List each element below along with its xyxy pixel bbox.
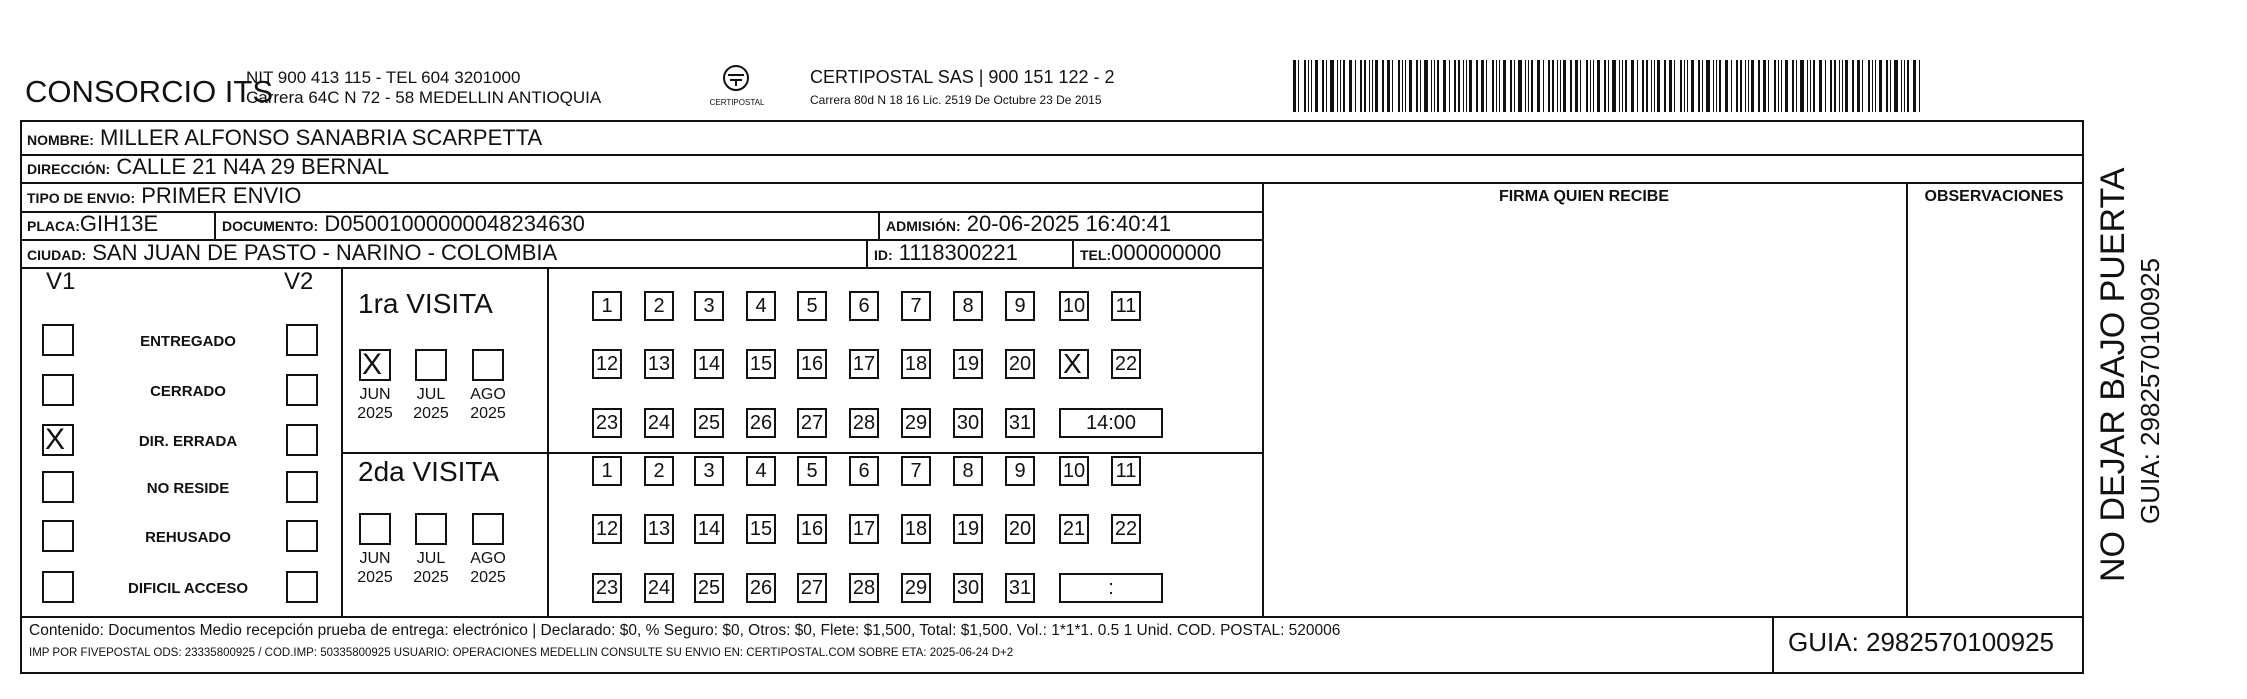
company-name: CONSORCIO ITS: [25, 74, 274, 109]
visit2-day-box[interactable]: 17: [849, 514, 879, 544]
v1-checkbox[interactable]: [42, 324, 74, 356]
visit1-day-box[interactable]: 24: [644, 408, 674, 438]
visit1-month-label: JUN: [359, 386, 391, 403]
status-label: DIR. ERRADA: [138, 433, 238, 450]
status-label: DIFICIL ACCESO: [127, 580, 248, 597]
id-label: ID:: [874, 247, 893, 263]
visit2-day-box[interactable]: 14: [694, 514, 724, 544]
visit2-day-box[interactable]: 22: [1111, 514, 1141, 544]
visit1-month-checkbox[interactable]: [415, 349, 447, 381]
visit2-title: 2da VISITA: [358, 456, 500, 487]
visit1-day-box[interactable]: 12: [592, 349, 622, 379]
visit2-day-box[interactable]: 29: [901, 573, 931, 603]
visit1-day-box[interactable]: 15: [746, 349, 776, 379]
visit1-day-box[interactable]: 7: [901, 291, 931, 321]
visit2-day-box[interactable]: 12: [592, 514, 622, 544]
visit1-month-checkbox[interactable]: [359, 349, 391, 381]
logo-label: CERTIPOSTAL: [709, 98, 765, 107]
status-label: ENTREGADO: [140, 333, 236, 350]
visit1-day-box[interactable]: 17: [849, 349, 879, 379]
visit2-day-box[interactable]: 19: [953, 514, 983, 544]
direccion-field: [27, 154, 389, 180]
v2-checkbox[interactable]: [286, 520, 318, 552]
status-label: NO RESIDE: [146, 480, 230, 497]
visit1-month-checkbox[interactable]: [472, 349, 504, 381]
visit1-month-label: JUL: [416, 386, 446, 403]
visit1-day-box[interactable]: 29: [901, 408, 931, 438]
visit2-day-box[interactable]: 30: [953, 573, 983, 603]
visit2-day-box[interactable]: 11: [1111, 456, 1141, 486]
v2-header: V2: [284, 268, 314, 295]
v1-checkbox[interactable]: [42, 424, 74, 456]
visit1-day-box[interactable]: [1059, 349, 1089, 379]
visit2-month-checkbox[interactable]: [472, 513, 504, 545]
visit1-month-label: AGO: [470, 386, 506, 403]
visit2-day-box[interactable]: 13: [644, 514, 674, 544]
visit2-day-box[interactable]: 1: [592, 456, 622, 486]
visit1-day-box[interactable]: 4: [746, 291, 776, 321]
v2-checkbox[interactable]: [286, 571, 318, 603]
visit2-month-label: JUN: [359, 550, 391, 567]
v1-checkbox[interactable]: [42, 471, 74, 503]
visit2-day-box[interactable]: 5: [797, 456, 827, 486]
visit2-month-checkbox[interactable]: [415, 513, 447, 545]
side-guia: GUIA: 2982570100925: [2135, 258, 2165, 524]
delivery-form: [20, 120, 2084, 674]
v2-checkbox[interactable]: [286, 374, 318, 406]
nombre-label: NOMBRE:: [27, 132, 94, 148]
company-nit: NIT 900 413 115 - TEL 604 3201000: [246, 68, 521, 87]
visit1-day-box[interactable]: 13: [644, 349, 674, 379]
visit1-day-box[interactable]: 18: [901, 349, 931, 379]
documento-field: [222, 211, 585, 237]
documento-value: D05001000000048234630: [324, 211, 585, 236]
visit2-month-label: JUL: [416, 550, 446, 567]
tipo-envio-field: [27, 183, 301, 209]
nombre-value: MILLER ALFONSO SANABRIA SCARPETTA: [100, 125, 543, 150]
visit2-day-box[interactable]: 25: [694, 573, 724, 603]
visit1-day-box[interactable]: 16: [797, 349, 827, 379]
placa-label: PLACA:: [27, 218, 80, 234]
visit1-time-box[interactable]: 14:00: [1059, 408, 1163, 438]
visit1-day-box[interactable]: 22: [1111, 349, 1141, 379]
id-value: 1118300221: [898, 240, 1018, 265]
documento-label: DOCUMENTO:: [222, 218, 319, 234]
ciudad-value: SAN JUAN DE PASTO - NARINO - COLOMBIA: [92, 240, 558, 265]
visit2-day-box[interactable]: 21: [1059, 514, 1089, 544]
visit2-month-checkbox[interactable]: [359, 513, 391, 545]
visit2-year-label: 2025: [357, 569, 393, 586]
side-warning: NO DEJAR BAJO PUERTA: [2094, 167, 2132, 582]
tipo-envio-value: PRIMER ENVIO: [141, 183, 302, 208]
direccion-label: DIRECCIÓN:: [27, 161, 111, 177]
visit1-title: 1ra VISITA: [358, 288, 493, 319]
visit2-day-box[interactable]: 27: [797, 573, 827, 603]
visit1-day-box[interactable]: 6: [849, 291, 879, 321]
visit1-day-box[interactable]: 2: [644, 291, 674, 321]
visit1-day-box[interactable]: 14: [694, 349, 724, 379]
v1-checkbox[interactable]: [42, 571, 74, 603]
visit1-day-box[interactable]: 3: [694, 291, 724, 321]
barcode: [1293, 60, 1925, 112]
visit1-year-label: 2025: [470, 405, 506, 422]
visit1-day-box[interactable]: 31: [1005, 408, 1035, 438]
visit1-day-box[interactable]: 10: [1059, 291, 1089, 321]
visit2-day-box[interactable]: 23: [592, 573, 622, 603]
tel-label: TEL:: [1080, 247, 1112, 263]
visit1-day-box[interactable]: 5: [797, 291, 827, 321]
admision-field: [886, 211, 1171, 237]
ciudad-field: [27, 240, 557, 266]
visit2-day-box[interactable]: 31: [1005, 573, 1035, 603]
visit2-day-box[interactable]: 28: [849, 573, 879, 603]
visit2-day-box[interactable]: 16: [797, 514, 827, 544]
visit2-day-box[interactable]: 20: [1005, 514, 1035, 544]
v2-checkbox[interactable]: [286, 324, 318, 356]
visit2-day-box[interactable]: 8: [953, 456, 983, 486]
visit1-year-label: 2025: [357, 405, 393, 422]
visit2-day-box[interactable]: 10: [1059, 456, 1089, 486]
visit2-day-box[interactable]: 2: [644, 456, 674, 486]
visit1-day-box[interactable]: 1: [592, 291, 622, 321]
visit1-day-box[interactable]: 27: [797, 408, 827, 438]
visit2-year-label: 2025: [470, 569, 506, 586]
visit1-day-box[interactable]: 8: [953, 291, 983, 321]
visit2-day-box[interactable]: 26: [746, 573, 776, 603]
company-nit-address: [246, 68, 601, 108]
visit2-day-box[interactable]: 9: [1005, 456, 1035, 486]
visit2-day-box[interactable]: 6: [849, 456, 879, 486]
visit1-day-box[interactable]: 26: [746, 408, 776, 438]
tel-value: 000000000: [1111, 240, 1222, 265]
direccion-value: CALLE 21 N4A 29 BERNAL: [116, 154, 390, 179]
visit2-day-box[interactable]: 24: [644, 573, 674, 603]
visit1-day-box[interactable]: 28: [849, 408, 879, 438]
firma-header: FIRMA QUIEN RECIBE: [1498, 188, 1670, 205]
footer-content: Contenido: Documentos Medio recepción prueba de entrega: electrónico | Declarado: $0, % Seguro: $0, Otros: $0, Flete: $1,500, Total: $1,500. Vol.: 1*1*1. 0.5 1 Unid. COD. POSTAL: 520006: [29, 622, 1341, 639]
certipostal-name: CERTIPOSTAL SAS | 900 151 122 - 2: [810, 67, 1115, 87]
ciudad-label: CIUDAD:: [27, 247, 87, 263]
company-address: Carrera 64C N 72 - 58 MEDELLIN ANTIOQUIA: [246, 88, 602, 107]
admision-value: 20-06-2025 16:40:41: [966, 211, 1172, 236]
visit1-day-box[interactable]: 30: [953, 408, 983, 438]
visit2-time-box[interactable]: :: [1059, 573, 1163, 603]
check-mark: X: [45, 423, 66, 456]
observaciones-header: OBSERVACIONES: [1924, 188, 2064, 205]
visit2-day-box[interactable]: 4: [746, 456, 776, 486]
visit2-day-box[interactable]: 18: [901, 514, 931, 544]
visit1-day-box[interactable]: 20: [1005, 349, 1035, 379]
admision-label: ADMISIÓN:: [886, 218, 961, 234]
visit1-day-box[interactable]: 9: [1005, 291, 1035, 321]
check-mark: X: [362, 348, 383, 381]
tel-field: [1080, 240, 1221, 266]
nombre-field: [27, 125, 542, 151]
visit2-month-label: AGO: [470, 550, 506, 567]
certipostal-address: Carrera 80d N 18 16 Lic. 2519 De Octubre 23 De 2015: [810, 93, 1102, 107]
footer-imp: IMP POR FIVEPOSTAL ODS: 23335800925 / COD.IMP: 50335800925 USUARIO: OPERACIONES MEDELLIN CONSULTE SU ENVIO EN: CERTIPOSTAL.COM SOBRE ETA: 2025-06-24 D+2: [29, 647, 1014, 659]
v1-checkbox[interactable]: [42, 374, 74, 406]
v1-header: V1: [46, 268, 76, 295]
visit1-day-box[interactable]: 25: [694, 408, 724, 438]
placa-value: GIH13E: [79, 211, 159, 236]
visit1-year-label: 2025: [413, 405, 449, 422]
status-label: REHUSADO: [145, 529, 231, 546]
visit2-year-label: 2025: [413, 569, 449, 586]
visit1-day-box[interactable]: 11: [1111, 291, 1141, 321]
visit1-day-box[interactable]: 23: [592, 408, 622, 438]
status-label: CERRADO: [150, 383, 226, 400]
check-mark: X: [1063, 348, 1082, 379]
v2-checkbox[interactable]: [286, 424, 318, 456]
v2-checkbox[interactable]: [286, 471, 318, 503]
id-field: [874, 240, 1018, 266]
tipo-envio-label: TIPO DE ENVIO:: [27, 190, 136, 206]
placa-field: [27, 211, 158, 237]
visit2-day-box[interactable]: 3: [694, 456, 724, 486]
footer-guia: GUIA: 2982570100925: [1788, 627, 2054, 657]
visit2-day-box[interactable]: 7: [901, 456, 931, 486]
visit2-day-box[interactable]: 15: [746, 514, 776, 544]
v1-checkbox[interactable]: [42, 520, 74, 552]
visit1-day-box[interactable]: 19: [953, 349, 983, 379]
